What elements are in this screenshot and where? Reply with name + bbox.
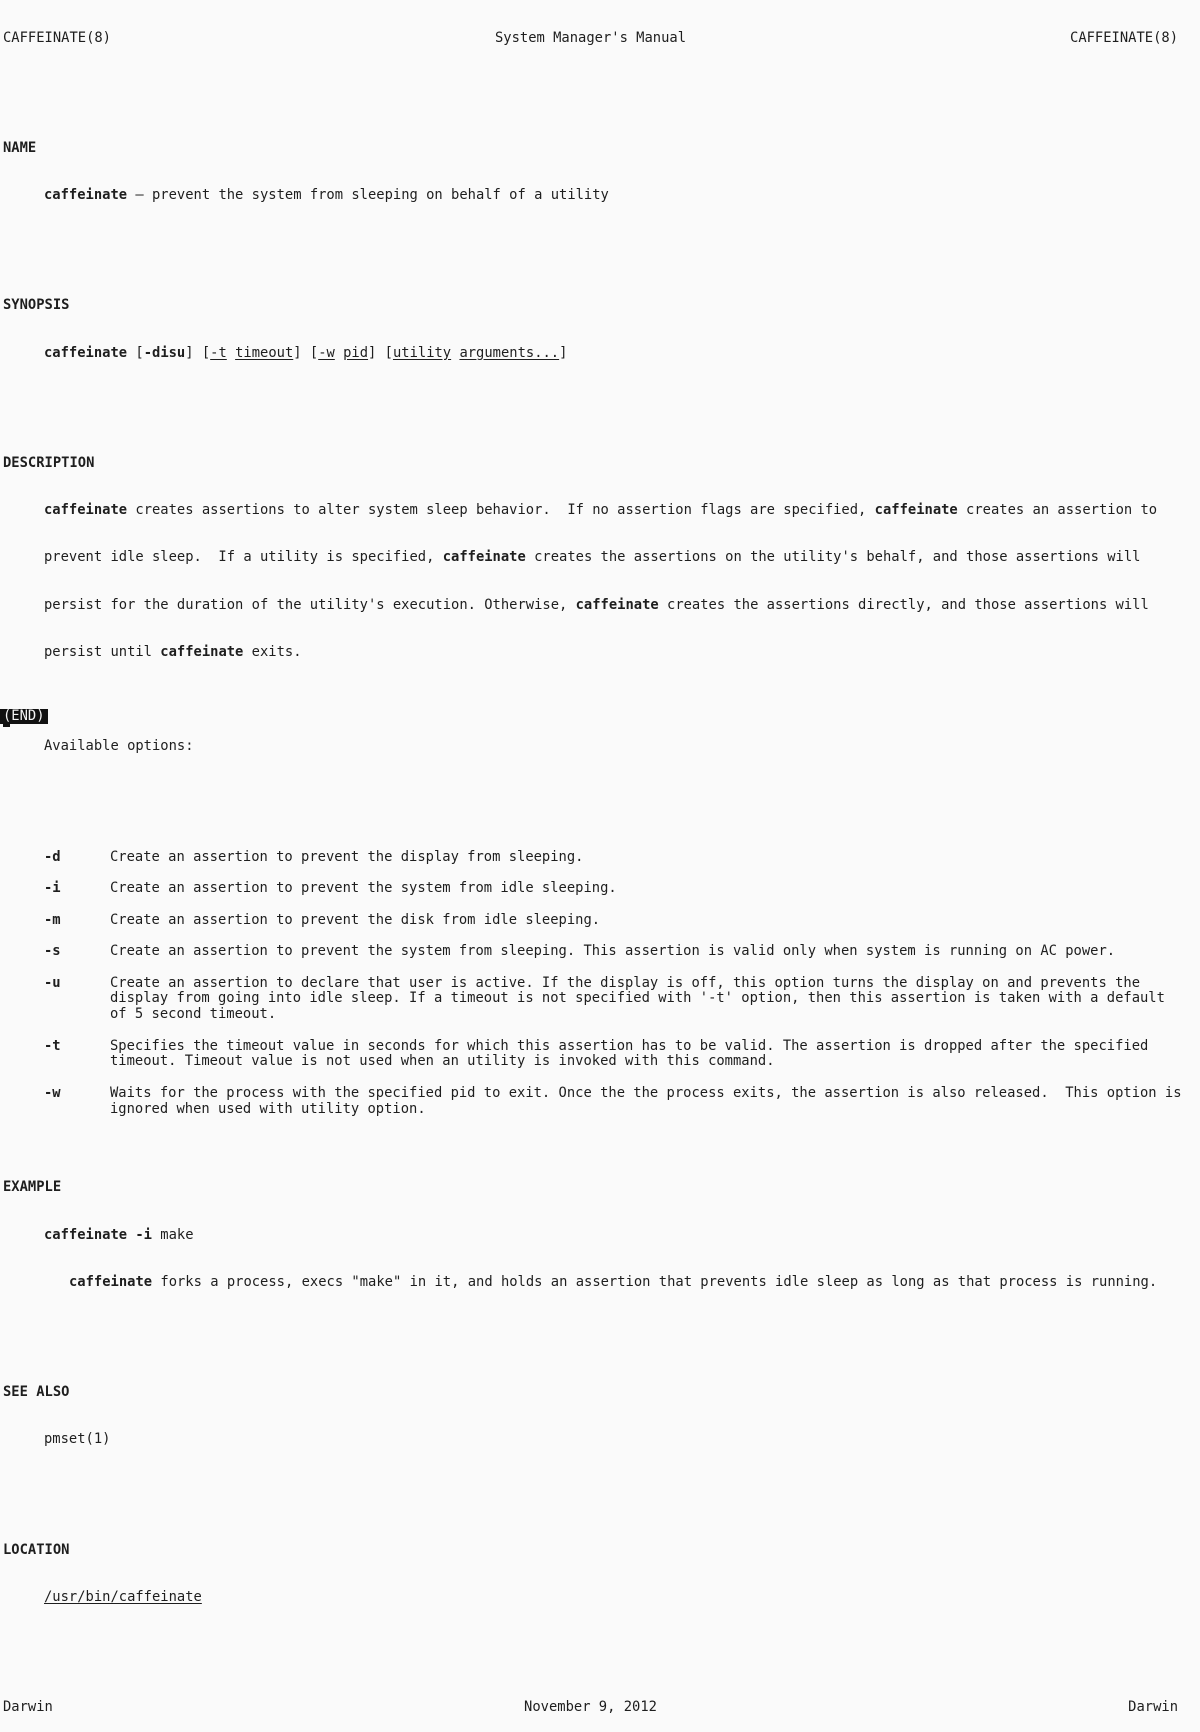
option-description: Create an assertion to prevent the system from sleeping. This assertion is valid only when system is running on AC power.: [110, 943, 1116, 959]
option-row: [3, 1039, 1182, 1055]
description-line: [3, 550, 1182, 566]
synopsis-command: caffeinate: [44, 344, 128, 361]
footer-center: November 9, 2012: [524, 1699, 657, 1715]
command-ref: caffeinate: [442, 549, 526, 566]
synopsis-arg-utility: utility: [392, 344, 452, 361]
name-command: caffeinate: [44, 187, 128, 203]
option-flag: -t: [44, 1037, 61, 1054]
description-text: creates assertions to alter system sleep behavior. If no assertion flags are specified,: [127, 502, 875, 518]
option-description: display from going into idle sleep. If a timeout is not specified with '-t' option, then this assertion is taken with a default: [110, 990, 1165, 1007]
location-path: /usr/bin/caffeinate: [44, 1588, 202, 1605]
option-description: of 5 second timeout.: [110, 1006, 277, 1022]
man-header: [3, 31, 1178, 47]
description-text: creates an assertion to: [957, 502, 1158, 518]
command-ref: caffeinate: [575, 596, 659, 613]
header-left: CAFFEINATE(8): [3, 29, 111, 46]
synopsis-arg-arguments: arguments...: [459, 344, 560, 361]
see-also-item: pmset(1): [44, 1431, 111, 1448]
description-text: prevent idle sleep. If a utility is specified,: [44, 549, 443, 566]
section-heading-description: DESCRIPTION: [3, 454, 95, 471]
command-ref: caffeinate: [874, 502, 958, 518]
option-description: Specifies the timeout value in seconds for which this assertion has to be valid. The assertion is dropped after the specified: [110, 1037, 1149, 1054]
location-line: [3, 1590, 1182, 1606]
option-flag: -s: [44, 943, 61, 959]
section-heading-location: LOCATION: [3, 1541, 70, 1558]
option-row: [3, 976, 1182, 992]
option-description: Create an assertion to prevent the disk from idle sleeping.: [110, 911, 601, 928]
option-description: Create an assertion to prevent the display from sleeping.: [110, 848, 584, 865]
option-flag: -u: [44, 974, 61, 991]
option-row: [3, 1086, 1182, 1102]
example-explanation: [3, 1275, 1182, 1291]
description-line: [3, 598, 1182, 614]
option-flag: [3, 1007, 110, 1023]
synopsis-line: caffeinate [-disu] [-t timeout] [-w pid] [utility arguments...]: [44, 344, 568, 361]
description-text: creates the assertions on the utility's behalf, and those assertions will: [525, 549, 1141, 566]
option-row: [3, 944, 1182, 960]
command-ref: caffeinate: [44, 502, 128, 518]
header-center: System Manager's Manual: [494, 29, 687, 46]
option-row: [3, 1007, 1182, 1023]
section-heading-example: EXAMPLE: [3, 1179, 62, 1196]
synopsis-arg-timeout: timeout: [235, 344, 294, 361]
option-flag: [3, 1102, 110, 1118]
option-description: ignored when used with utility option.: [110, 1100, 426, 1117]
name-line: [3, 188, 1182, 204]
option-row: [3, 881, 1182, 897]
name-description: – prevent the system from sleeping on behalf of a utility: [127, 187, 609, 203]
option-flag: [3, 991, 110, 1007]
option-row: [3, 1102, 1182, 1118]
header-right: CAFFEINATE(8): [1070, 29, 1178, 46]
synopsis-arg-pid: pid: [343, 344, 369, 361]
option-row: [3, 1054, 1182, 1070]
option-description: timeout. Timeout value is not used when an utility is invoked with this command.: [110, 1053, 775, 1070]
option-flag: [3, 1054, 110, 1070]
example-explanation-text: forks a process, execs "make" in it, and holds an assertion that prevents idle sleep as long as that process is running.: [152, 1273, 1158, 1290]
example-command-bold: caffeinate -i: [44, 1226, 152, 1243]
available-options-label: Available options:: [44, 738, 194, 755]
option-row: [3, 913, 1182, 929]
option-description: Create an assertion to declare that user is active. If the display is off, this option turns the display on and prevents the: [110, 974, 1140, 991]
option-flag: -i: [44, 880, 61, 896]
pager-end-indicator: (END): [0, 709, 48, 724]
synopsis-flag-w: -w: [318, 344, 335, 361]
option-row: [3, 850, 1182, 866]
option-description: Create an assertion to prevent the system from idle sleeping.: [110, 880, 617, 896]
description-line: [3, 645, 1182, 661]
section-heading-see-also: SEE ALSO: [3, 1384, 70, 1400]
footer-left: Darwin: [3, 1699, 53, 1715]
man-page-terminal: [3, 0, 1182, 1732]
footer-right: Darwin: [1128, 1699, 1178, 1715]
synopsis-flag-t: -t: [210, 344, 227, 361]
description-text: exits.: [243, 643, 302, 660]
description-text: persist until: [44, 643, 161, 660]
description-line: [3, 503, 1182, 519]
example-command: [3, 1228, 1182, 1244]
man-footer: [3, 1700, 1178, 1716]
command-ref: caffeinate: [69, 1273, 153, 1290]
description-text: creates the assertions directly, and those assertions will: [658, 596, 1149, 613]
terminal-cursor: [3, 724, 10, 727]
example-command-arg: make: [151, 1226, 194, 1243]
section-heading-synopsis: SYNOPSIS: [3, 297, 70, 314]
options-list: [3, 850, 1182, 1134]
option-row: [3, 991, 1182, 1007]
option-flag: -m: [44, 911, 61, 928]
option-flag: -w: [44, 1084, 61, 1101]
synopsis-flag-disu: -disu: [143, 344, 186, 361]
section-heading-name: NAME: [3, 139, 37, 156]
option-description: Waits for the process with the specified pid to exit. Once the the process exits, the assertion is also released. This option is: [110, 1084, 1182, 1101]
option-flag: -d: [44, 848, 61, 865]
command-ref: caffeinate: [160, 643, 244, 660]
description-text: persist for the duration of the utility's execution. Otherwise,: [44, 596, 576, 613]
